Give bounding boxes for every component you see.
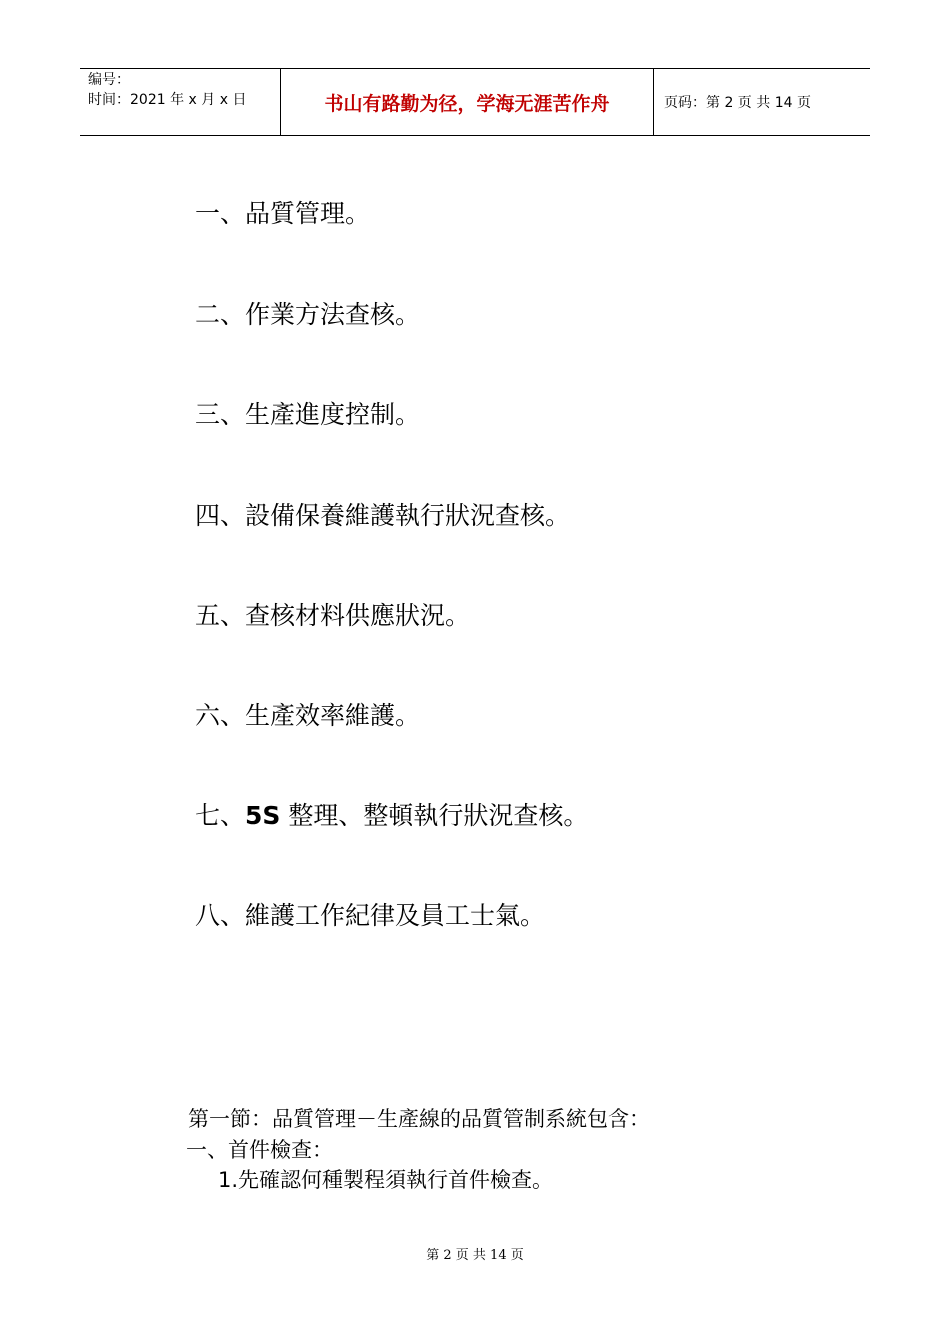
outline-item xyxy=(195,800,588,832)
outline-item: 五、查核材料供應狀況。 xyxy=(195,601,471,630)
header-motto: 书山有路勤为径，学海无涯苦作舟 xyxy=(324,93,610,115)
header-motto-cell xyxy=(281,69,654,135)
header-page-info: 页码：第 2 页 共 14 页 xyxy=(664,95,811,111)
outline-item: 六、生產效率維護。 xyxy=(195,701,421,730)
outline-item-prefix: 七、 xyxy=(195,801,246,830)
document-header xyxy=(80,68,870,136)
outline-item: 八、維護工作紀律及員工士氣。 xyxy=(195,901,546,930)
page-footer: 第 2 页 共 14 页 xyxy=(426,1248,524,1263)
document-time-label: 时间：2021 年 x 月 x 日 xyxy=(88,92,247,108)
section-heading: 第一節：品質管理－生產線的品質管制系統包含： xyxy=(188,1107,650,1131)
outline-item: 二、作業方法查核。 xyxy=(195,300,421,329)
header-page-cell xyxy=(654,69,870,135)
outline-item-5s: 5S xyxy=(245,801,281,830)
sub-heading: 一、首件檢查： xyxy=(186,1138,333,1162)
outline-item: 一、品質管理。 xyxy=(195,199,371,228)
outline-item: 四、設備保養維護執行狀況查核。 xyxy=(195,501,571,530)
document-number-label: 编号： xyxy=(88,72,130,88)
outline-item-text: 整理、整頓執行狀況查核。 xyxy=(280,801,589,830)
outline-item: 三、生產進度控制。 xyxy=(195,400,421,429)
header-meta-cell xyxy=(80,69,281,135)
section-item: 1.先確認何種製程須執行首件檢查。 xyxy=(218,1168,554,1192)
